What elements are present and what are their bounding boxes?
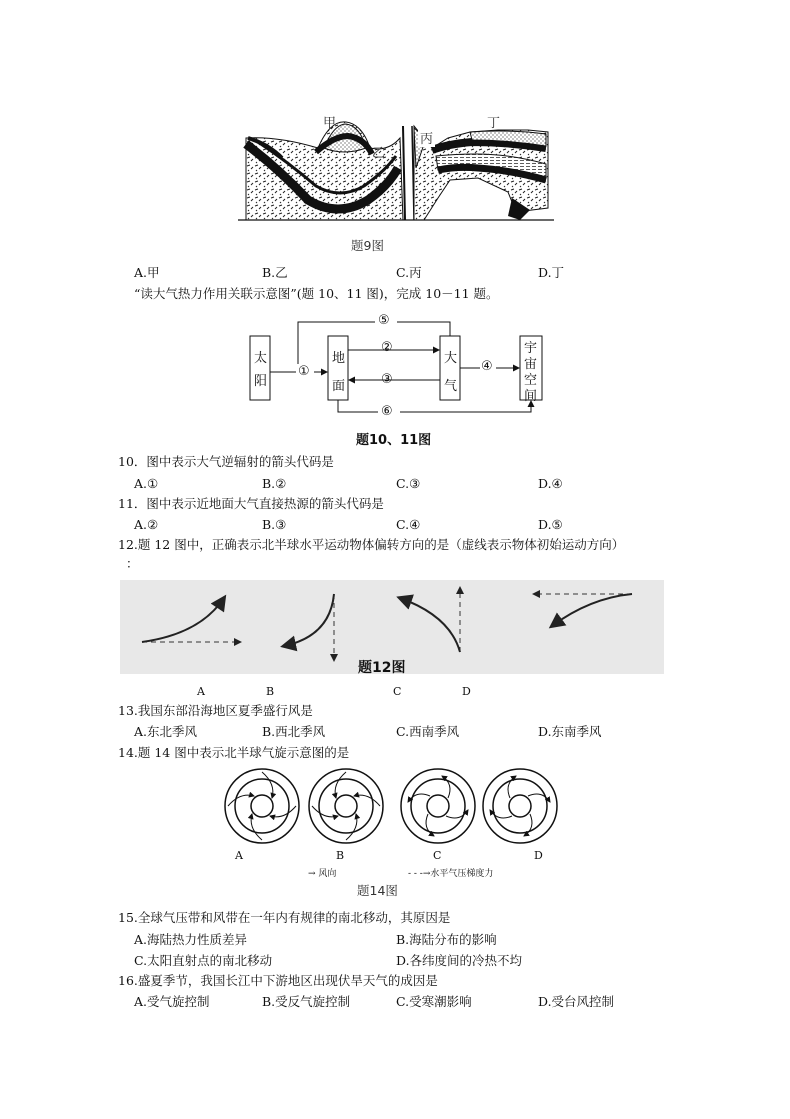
q11-option-b[interactable]: B.③ — [262, 517, 287, 532]
q9-option-a[interactable]: A.甲 — [134, 265, 160, 280]
q15-option-b[interactable]: B.海陆分布的影响 — [396, 932, 497, 947]
space-char-2: 宙 — [524, 357, 538, 372]
q10-option-b[interactable]: B.② — [262, 476, 287, 491]
q13-option-b[interactable]: B.西北季风 — [262, 724, 326, 739]
arrow-label-3: ③ — [381, 372, 393, 387]
fig12-a-curve — [142, 598, 224, 642]
fig9-label-bing: 丙 — [418, 128, 435, 147]
space-char-4: 间 — [524, 389, 538, 404]
fig12-label-d[interactable]: D — [462, 685, 471, 698]
sun-char-1: 太 — [254, 351, 268, 366]
cyclone-c — [401, 769, 475, 843]
q9-option-b[interactable]: B.乙 — [262, 265, 288, 280]
atm-char-2: 气 — [444, 379, 458, 394]
space-char-3: 空 — [524, 373, 538, 388]
cyclone-a — [225, 769, 299, 843]
arrow-label-6: ⑥ — [381, 404, 393, 419]
box-sun — [250, 336, 270, 400]
fig14-label-c[interactable]: C — [433, 849, 442, 862]
q10-stem: 10．图中表示大气逆辐射的箭头代码是 — [118, 454, 334, 469]
q13-stem: 13.我国东部沿海地区夏季盛行风是 — [118, 703, 313, 718]
q12-stem-cont: ： — [126, 556, 139, 571]
q9-option-d[interactable]: D.丁 — [538, 265, 565, 280]
fig14-label-d[interactable]: D — [534, 849, 543, 862]
fig14-legend-pressure: - - -→水平气压梯度力 — [408, 869, 494, 879]
q10-option-a[interactable]: A.① — [134, 476, 159, 491]
cyclone-d — [483, 769, 557, 843]
fig12-label-a[interactable]: A — [197, 685, 205, 698]
q16-stem: 16.盛夏季节，我国长江中下游地区出现伏旱天气的成因是 — [118, 973, 438, 988]
q11-stem: 11．图中表示近地面大气直接热源的箭头代码是 — [118, 496, 384, 511]
q15-option-c[interactable]: C.太阳直射点的南北移动 — [134, 953, 273, 968]
atm-char-1: 大 — [444, 351, 458, 366]
sun-char-2: 阳 — [254, 374, 268, 389]
q15-option-a[interactable]: A.海陆热力性质差异 — [134, 932, 248, 947]
space-char-1: 宇 — [524, 341, 538, 356]
arrow-label-1: ① — [298, 364, 310, 379]
q12-stem: 12.题 12 图中，正确表示北半球水平运动物体偏转方向的是（虚线表示物体初始运动方向） — [118, 537, 625, 552]
arrow-label-2: ② — [381, 340, 393, 355]
ground-char-1: 地 — [332, 351, 346, 366]
cyclone-b — [309, 769, 383, 843]
q13-option-c[interactable]: C.西南季风 — [396, 724, 460, 739]
fig14-label-b[interactable]: B — [336, 849, 345, 862]
fig14-caption: 题14图 — [357, 883, 398, 898]
fig12-b-curve — [284, 594, 334, 646]
q9-option-c[interactable]: C.丙 — [396, 265, 422, 280]
fig9-caption: 题9图 — [351, 238, 384, 253]
q14-stem: 14.题 14 图中表示北半球气旋示意图的是 — [118, 745, 350, 760]
fig12-label-c[interactable]: C — [393, 685, 402, 698]
q11-option-d[interactable]: D.⑤ — [538, 517, 563, 532]
q10-option-d[interactable]: D.④ — [538, 476, 563, 491]
q15-stem: 15.全球气压带和风带在一年内有规律的南北移动，其原因是 — [118, 910, 451, 925]
fig10-diagram — [240, 308, 560, 420]
fig14-legend-wind: → 风向 — [308, 869, 337, 879]
q16-option-b[interactable]: B.受反气旋控制 — [262, 994, 351, 1009]
fig10-caption: 题10、11图 — [356, 433, 432, 448]
fig9-label-jia: 甲 — [323, 116, 337, 131]
arrow-label-4: ④ — [481, 359, 493, 374]
fig14-cyclone-diagrams — [222, 766, 562, 848]
q11-option-a[interactable]: A.② — [134, 517, 159, 532]
fig9-label-yi: 乙 — [372, 146, 386, 161]
q13-option-d[interactable]: D.东南季风 — [538, 724, 602, 739]
q11-option-c[interactable]: C.④ — [396, 517, 421, 532]
fig9-label-ding: 丁 — [487, 116, 501, 131]
q10-option-c[interactable]: C.③ — [396, 476, 421, 491]
fig14-label-a[interactable]: A — [235, 849, 243, 862]
arrow-label-5: ⑤ — [378, 313, 390, 328]
q15-option-d[interactable]: D.各纬度间的冷热不均 — [396, 953, 523, 968]
fig12-caption: 题12图 — [358, 660, 406, 676]
q16-option-a[interactable]: A.受气旋控制 — [134, 994, 210, 1009]
q13-option-a[interactable]: A.东北季风 — [134, 724, 198, 739]
fig12-c-curve — [400, 598, 460, 652]
fig12-label-b[interactable]: B — [266, 685, 275, 698]
fig12-d-curve — [552, 594, 632, 626]
ground-char-2: 面 — [332, 379, 346, 394]
intro-10-11: “读大气热力作用关联示意图”(题 10、11 图)，完成 10－11 题。 — [134, 286, 499, 301]
q16-option-d[interactable]: D.受台风控制 — [538, 994, 615, 1009]
fig9-geologic-section — [238, 108, 554, 224]
q16-option-c[interactable]: C.受寒潮影响 — [396, 994, 472, 1009]
